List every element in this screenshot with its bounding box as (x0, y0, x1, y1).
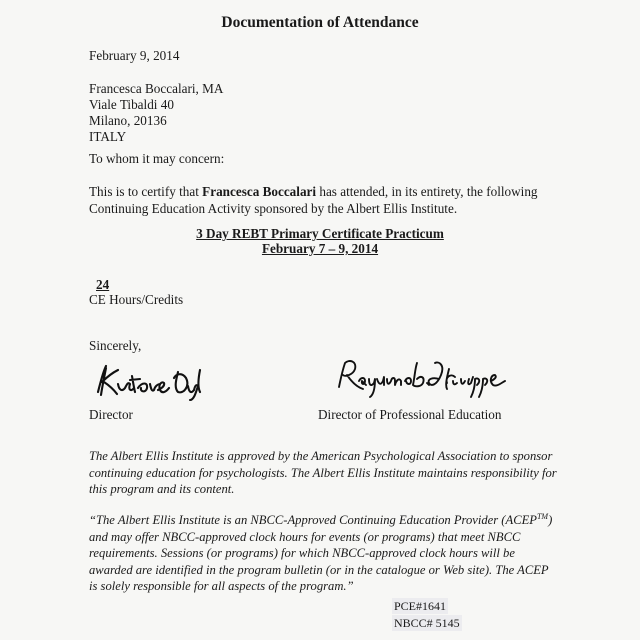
course-block (0, 226, 640, 256)
certification-paragraph (89, 183, 538, 217)
apa-line-2: continuing education for psychologists. The Albert Ellis Institute maintains responsibility for (89, 465, 557, 480)
recipient-address (89, 80, 223, 144)
apa-approval-statement (89, 448, 557, 498)
credit-hours-label: CE Hours/Credits (89, 292, 184, 307)
recipient-country: ITALY (89, 129, 127, 144)
certification-line-1 (89, 183, 538, 200)
nbcc-approval-statement (89, 512, 552, 595)
credit-hours-value: 24 (96, 277, 110, 292)
trademark-superscript: TM (536, 511, 549, 521)
nbcc-line-3: requirements. Sessions (or programs) for which NBCC-approved clock hours will be (89, 546, 515, 561)
nbcc-line-2: and may offer NBCC-approved clock hours for events (or programs) that meet NBCC (89, 529, 521, 544)
nbcc-line-1-text: “The Albert Ellis Institute is an NBCC-Approved Continuing Education Provider (ACEP (89, 513, 537, 527)
recipient-street: Viale Tibaldi 40 (89, 97, 174, 112)
pce-number-stamp: PCE#1641 (394, 599, 447, 613)
signatory-role-education-director: Director of Professional Education (318, 407, 502, 422)
director-signature (92, 362, 212, 402)
signatory-role-director: Director (89, 407, 133, 422)
apa-line-3: this program and its content. (89, 482, 235, 497)
attendee-name: Francesca Boccalari (202, 184, 317, 199)
document-title: Documentation of Attendance (221, 14, 419, 31)
closing: Sincerely, (89, 338, 142, 353)
course-title: 3 Day REBT Primary Certificate Practicum (196, 226, 444, 241)
nbcc-line-4: awarded are identified in the program bulletin (or in the catalogue or Web site). The ACEP (89, 562, 549, 577)
certification-line-2: Continuing Education Activity sponsored by the Albert Ellis Institute. (89, 201, 458, 216)
nbcc-number-stamp: NBCC# 5145 (394, 616, 460, 630)
certification-suffix: has attended, in its entirety, the following (316, 184, 538, 199)
nbcc-line-1 (89, 512, 552, 529)
recipient-name: Francesca Boccalari, MA (89, 81, 224, 96)
certification-prefix: This is to certify that (89, 184, 203, 199)
course-dates: February 7 – 9, 2014 (261, 241, 379, 256)
salutation: To whom it may concern: (89, 151, 225, 166)
document-date: February 9, 2014 (89, 48, 180, 63)
apa-line-1: The Albert Ellis Institute is approved by the American Psychological Association to sponsor (89, 449, 553, 463)
education-director-signature (335, 355, 515, 400)
recipient-city: Milano, 20136 (89, 113, 167, 128)
nbcc-line-1-close: ) (548, 513, 553, 527)
nbcc-line-5: is solely responsible for all aspects of the program.” (89, 579, 354, 594)
